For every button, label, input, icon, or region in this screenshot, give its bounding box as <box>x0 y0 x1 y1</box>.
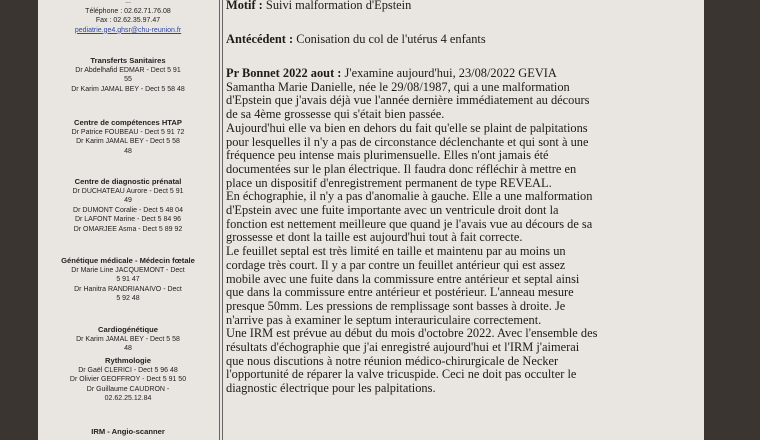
sidebar-contact-line: Dr Karim JAMAL BEY - Dect 5 58 <box>76 335 180 343</box>
letter-text-line: Samantha Marie Danielle, née le 29/08/1987, qui a une malformation <box>226 79 570 94</box>
letter-text-line: Le feuillet septal est très limité en taille et maintenu par au moins un <box>226 244 566 259</box>
letter-body <box>226 0 696 440</box>
visit-label: Pr Bonnet 2022 aout : <box>226 66 342 80</box>
letter-text-line: fréquence peu intense mais plurimensuelle. Elles n'ont jamais été <box>226 148 549 163</box>
antecedent-label: Antécédent : <box>226 32 294 46</box>
sidebar-email-link[interactable]: pediatrie.ge4.ghsr@chu-reunion.fr <box>74 26 182 34</box>
sidebar-section-cardiogenetique <box>38 325 218 354</box>
sidebar-contact-line: 02.62.25.12.84 <box>104 395 152 403</box>
letter-text-line: diagnostic électrique pour les palpitations. <box>226 381 436 396</box>
sidebar-section-title: Transferts Sanitaires <box>90 56 166 65</box>
sidebar-header <box>38 0 218 35</box>
sidebar-contact-line: Dr DUCHATEAU Aurore - Dect 5 91 <box>72 187 184 195</box>
letter-text-line: Une IRM est prévue au début du mois d'octobre 2022. Avec l'ensemble des <box>226 326 598 341</box>
sidebar-contact-line: Dr Karim JAMAL BEY - Dect 5 58 48 <box>71 85 185 93</box>
letter-text-line: d'Epstein avec une fuite importante avec un ventricule droit dont la <box>226 203 559 217</box>
sidebar-section-title: Centre de diagnostic prénatal <box>74 177 182 186</box>
antecedent-value: Conisation du col de l'utérus 4 enfants <box>296 32 486 46</box>
sidebar-contact-line: Dr OMARJEE Asma - Dect 5 89 92 <box>73 225 183 233</box>
sidebar-section-title: IRM - Angio-scanner <box>91 427 165 436</box>
letter-text-line: cordage très court. Il y a par contre un feuillet antérieur qui est assez <box>226 257 566 272</box>
motif-value: Suivi malformation d'Epstein <box>265 0 412 12</box>
sidebar-section-htap <box>38 118 218 156</box>
sidebar-contact-line: Dr Karim JAMAL BEY - Dect 5 58 <box>76 138 180 146</box>
letter-text-line: l'opportunité de réparer la valve tricuspide. Ceci ne doit pas occulter le <box>226 367 577 382</box>
sidebar-section-title: Centre de compétences HTAP <box>74 118 182 127</box>
sidebar-contact-line: 5 92 48 <box>116 295 140 303</box>
letter-text-line: que nous discutions à notre réunion médico-chirurgicale de Necker <box>226 353 559 368</box>
sidebar-contact-line: 49 <box>124 197 132 205</box>
sidebar-contact-line: Dr DUMONT Coralie - Dect 5 48 04 <box>73 206 183 214</box>
sidebar-phone: Téléphone : 02.62.71.76.08 <box>85 7 171 15</box>
antecedent-row <box>226 33 486 47</box>
letter-text: J'examine aujourd'hui, 23/08/2022 GEVIA <box>344 66 557 80</box>
sidebar-section-transferts <box>38 56 218 94</box>
sidebar-contact-line: Dr Marie Line JACQUEMONT - Dect <box>71 266 185 274</box>
sidebar-contact-line: 48 <box>124 345 132 353</box>
sidebar-contact-line: Dr LAFONT Marine - Dect 5 84 96 <box>74 216 182 224</box>
letter-text-line: grossesse et dont la taille est aujourd'hui tout à fait correcte. <box>226 230 523 245</box>
sidebar-divider <box>222 0 223 440</box>
sidebar-contact-line: Dr Patrice FOUBEAU - Dect 5 91 72 <box>71 128 185 136</box>
letter-text-line: place un dispositif d'enregistrement permanent de type REVEAL. <box>226 175 552 190</box>
sidebar-contact-line: Dr Hanitra RANDRIANAIVO - Dect <box>74 285 182 293</box>
sidebar-section-genetique <box>38 256 218 304</box>
letter-text-line: Aujourd'hui elle va bien en dehors du fait qu'elle se plaint de palpitations <box>226 120 588 135</box>
sidebar-contact-line: Dr Olivier GEOFFROY - Dect 5 91 50 <box>69 376 187 384</box>
sidebar-section-diagnostic <box>38 177 218 235</box>
sidebar-section-irm <box>38 427 218 437</box>
sidebar-contact-line: Dr Abdelhafid EDMAR - Dect 5 91 <box>75 66 181 74</box>
letter-text-line: presque 50mm. Les pressions de remplissage sont basses à droite. Je <box>226 298 566 313</box>
letter-text-line: n'arrive pas à examiner le septum interauriculaire correctement. <box>226 312 542 327</box>
sidebar-section-title: Cardiogénétique <box>98 325 158 334</box>
letter-text-line: fonction est nettement meilleure que quand je l'avais vue au décours de sa <box>226 216 593 231</box>
sidebar-divider <box>219 0 220 440</box>
letter-text-line: que dans la commissure entre antérieur et postérieur. L'anneau mesure <box>226 285 574 300</box>
sidebar-contact-line: 55 <box>124 76 132 84</box>
sidebar-section-title: Rythmologie <box>105 356 151 365</box>
sidebar-fax: Fax : 02.62.35.97.47 <box>95 17 161 25</box>
letter-text-line: résultats d'échographie que j'ai enregistré aujourd'hui et l'IRM j'aimerai <box>226 340 580 354</box>
sidebar-section-title: Génétique médicale - Médecin fœtale <box>61 256 195 265</box>
sidebar-section-rythmologie <box>38 356 218 404</box>
letter-page <box>38 0 704 440</box>
letter-text-line: documentées sur le plan électrique. Il faudra donc réfléchir à mettre en <box>226 161 577 176</box>
letter-text-line: mobile avec une fuite dans la commissure entre antérieur et septal ainsi <box>226 271 580 286</box>
letter-text-line: En échographie, il n'y a pas d'anomalie à gauche. Elle a une malformation <box>226 189 593 204</box>
letter-text-line: d'Epstein que j'avais déjà vue l'année dernière immédiatement au décours <box>226 93 590 108</box>
letter-text-line: pour lesquelles il n'y a pas de circonstance déclenchante et qui sont à une <box>226 134 589 149</box>
sidebar-contact-line: Dr Gaël CLERICI - Dect 5 96 48 <box>78 366 178 374</box>
motif-label: Motif : <box>226 0 263 12</box>
sidebar-contacts <box>38 0 218 440</box>
sidebar-contact-line: 48 <box>124 147 132 155</box>
sidebar-header-top: ... <box>125 0 131 5</box>
motif-row <box>226 0 411 13</box>
sidebar-contact-line: 5 91 47 <box>116 276 140 284</box>
letter-text-line: de sa 4ème grossesse qui s'était bien passée. <box>226 107 445 122</box>
letter-text-line <box>226 67 557 81</box>
sidebar-contact-line: Dr Guillaume CAUDRON - <box>86 385 170 393</box>
